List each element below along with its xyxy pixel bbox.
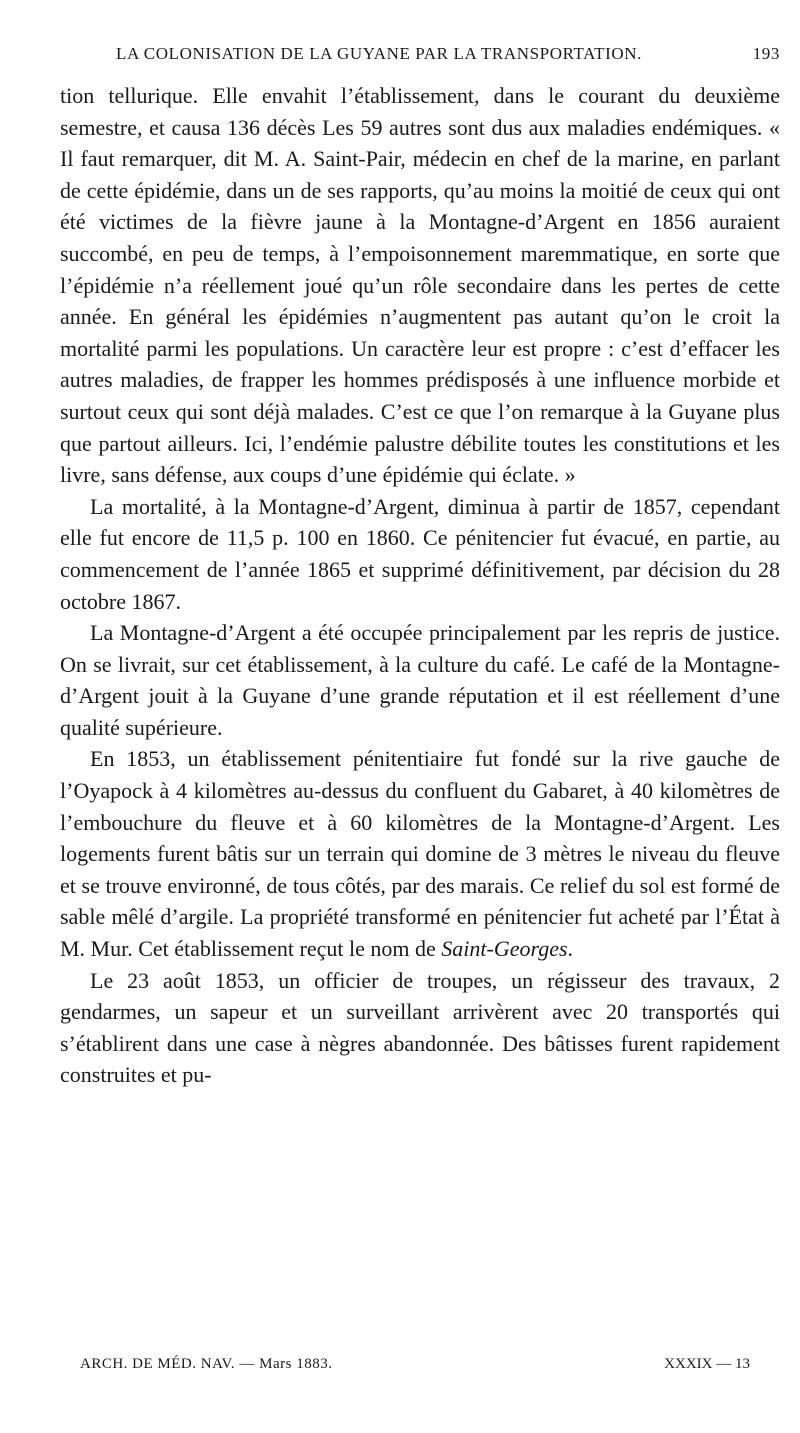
page-number: 193 <box>752 44 780 63</box>
saint-georges-name: Saint-Georges <box>441 936 568 962</box>
paragraph-continuation: tion tellurique. Elle envahit l’établissement, dans le courant du deuxième semestre, et causa 136 décès Les 59 autres sont dus aux maladies endémiques. « Il faut remarquer, dit M. A. Saint-Pair, médecin en chef de la marine, en parlant de cette épidémie, dans un de ses rapports, qu’au moins la moitié de ceux qui ont été victimes de la fièvre jaune à la Montagne-d’Argent en 1856 auraient succombé, en peu de temps, à l’empoisonnement maremmatique, en sorte que l’épidémie n’a réellement joué qu’un rôle secondaire dans les pertes de cette année. En général les épidémies n’augmentent pas autant qu’on le croit la mortalité parmi les populations. Un caractère leur est propre : c’est d’effacer les autres maladies, de frapper les hommes prédisposés à une influence morbide et surtout ceux qui sont déjà malades. C’est ce que l’on remarque à la Guyane plus que partout ailleurs. Ici, l’endémie palustre débilite toutes les constitutions et les livre, sans défense, aux coups d’une épidémie qui éclate. » <box>60 83 780 488</box>
paragraph-mortality: La mortalité, à la Montagne-d’Argent, diminua à partir de 1857, cependant elle fut encore de 11,5 p. 100 en 1860. Ce pénitencier fut évacué, en partie, au commencement de l’année 1865 et supprimé définitivement, par décision du 28 octobre 1867. <box>60 493 780 614</box>
running-head-title: LA COLONISATION DE LA GUYANE PAR LA TRANSPORTATION. <box>116 44 642 63</box>
running-head <box>60 44 780 68</box>
footer-journal: ARCH. DE MÉD. NAV. — Mars 1883. <box>80 1356 333 1372</box>
body-text <box>60 80 780 1091</box>
paragraph-saint-georges-text: En 1853, un établissement pénitentiaire fut fondé sur la rive gauche de l’Oyapock à 4 kilomètres au-dessus du confluent du Gabaret, à 40 kilomètres de l’embouchure du fleuve et à 60 kilomètres de la Montagne-d’Argent. Les logements furent bâtis sur un terrain qui domine de 3 mètres le niveau du fleuve et se trouve environné, de tous côtés, par des marais. Ce relief du sol est formé de sable mêlé d’argile. La propriété transformé en pénitencier fut acheté par l’État à M. Mur. Cet établissement reçut le nom de <box>60 746 780 962</box>
page-footer <box>60 1356 780 1380</box>
paragraph-arrival: Le 23 août 1853, un officier de troupes, un régisseur des travaux, 2 gendarmes, un sapeur et un surveillant arrivèrent avec 20 transportés qui s’établirent dans une case à nègres abandonnée. Des bâtisses furent rapidement construites et pu- <box>60 967 780 1088</box>
book-page <box>60 0 780 1433</box>
paragraph-saint-georges-end: . <box>567 936 574 962</box>
paragraph-saint-georges <box>60 743 780 964</box>
footer-signature: XXXIX — 13 <box>664 1356 750 1372</box>
paragraph-coffee: La Montagne-d’Argent a été occupée principalement par les repris de justice. On se livrait, sur cet établissement, à la culture du café. Le café de la Montagne-d’Argent jouit à la Guyane d’une grande réputation et il est réellement d’une qualité supérieure. <box>60 620 780 740</box>
